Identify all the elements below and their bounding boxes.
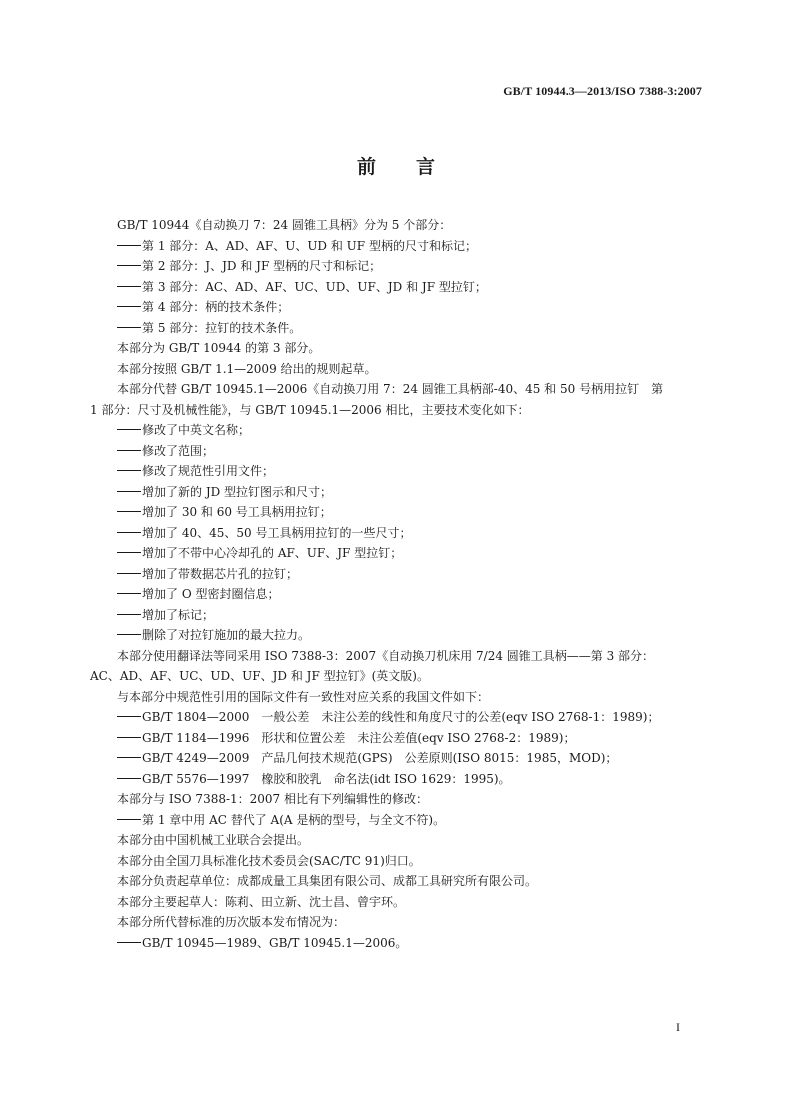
em-dash-mark: [117, 532, 141, 533]
em-dash-mark: [117, 470, 141, 471]
list-item-part-3: 第 3 部分：AC、AD、AF、UC、UD、UF、JD 和 JF 型拉钉；: [90, 277, 702, 298]
list-item-part-5: 第 5 部分：拉钉的技术条件。: [90, 318, 702, 339]
em-dash-mark: [117, 511, 141, 512]
list-item-reference: GB/T 1184—1996 形状和位置公差 未注公差值(eqv ISO 2768-2：1989)；: [90, 728, 702, 749]
paragraph-parts-intro: GB/T 10944《自动换刀 7：24 圆锥工具柄》分为 5 个部分：: [117, 218, 452, 232]
paragraph-proposed-by: 本部分由中国机械工业联合会提出。: [117, 833, 310, 847]
list-item-change: 修改了中英文名称；: [90, 420, 702, 441]
em-dash-mark: [117, 429, 141, 430]
list-item-editorial: 第 1 章中用 AC 替代了 A(A 是柄的型号，与全文不符)。: [90, 810, 702, 831]
paragraph-iso-adoption-line1: 本部分使用翻译法等同采用 ISO 7388-3：2007《自动换刀机床用 7/24 圆锥工具柄——第 3 部分：: [117, 648, 655, 663]
list-item-reference: GB/T 5576—1997 橡胶和胶乳 命名法(idt ISO 1629：1995)。: [90, 769, 702, 790]
paragraph-previous-editions: 本部分所代替标准的历次版本发布情况为：: [117, 915, 346, 929]
list-item-reference: GB/T 1804—2000 一般公差 未注公差的线性和角度尺寸的公差(eqv ISO 2768-1：1989)；: [90, 707, 702, 728]
em-dash-mark: [117, 245, 141, 246]
em-dash-mark: [117, 286, 141, 287]
list-item-change: 增加了 O 型密封圈信息；: [90, 584, 702, 605]
list-item-previous-edition: GB/T 10945—1989、GB/T 10945.1—2006。: [90, 933, 702, 954]
list-item-change: 增加了带数据芯片孔的拉钉；: [90, 564, 702, 585]
em-dash-mark: [117, 573, 141, 574]
list-item-change: 删除了对拉钉施加的最大拉力。: [90, 625, 702, 646]
em-dash-mark: [117, 593, 141, 594]
list-item-change: 增加了 40、45、50 号工具柄用拉钉的一些尺寸；: [90, 523, 702, 544]
paragraph-drafting-units: 本部分负责起草单位：成都成量工具集团有限公司、成都工具研究所有限公司。: [117, 874, 538, 888]
paragraph-replaces-line1: 本部分代替 GB/T 10945.1—2006《自动换刀用 7：24 圆锥工具柄部-40、45 和 50 号柄用拉钉 第: [117, 382, 664, 396]
paragraph-under-jurisdiction: 本部分由全国刀具标准化技术委员会(SAC/TC 91)归口。: [117, 853, 421, 868]
foreword-body: [90, 215, 702, 953]
list-item-part-2: 第 2 部分：J、JD 和 JF 型柄的尺寸和标记；: [90, 256, 702, 277]
em-dash-mark: [117, 327, 141, 328]
em-dash-mark: [117, 942, 141, 943]
em-dash-mark: [117, 552, 141, 553]
paragraph-iso-adoption-line2: AC、AD、AF、UC、UD、UF、JD 和 JF 型拉钉》(英文版)。: [90, 669, 429, 683]
paragraph-editorial-changes: 本部分与 ISO 7388-1：2007 相比有下列编辑性的修改：: [117, 792, 429, 806]
paragraph-replaces-line2: 1 部分：尺寸及机械性能》，与 GB/T 10945.1—2006 相比，主要技术变化如下：: [90, 402, 530, 417]
list-item-change: 增加了标记；: [90, 605, 702, 626]
page-number: I: [676, 1020, 680, 1034]
paragraph-part-number: 本部分为 GB/T 10944 的第 3 部分。: [117, 341, 321, 355]
paragraph-drafters: 本部分主要起草人：陈莉、田立新、沈士昌、曾宇环。: [117, 894, 406, 909]
list-item-reference: GB/T 4249—2009 产品几何技术规范(GPS) 公差原则(ISO 8015：1985，MOD)；: [90, 748, 702, 769]
paragraph-normative-references: 与本部分中规范性引用的国际文件有一致性对应关系的我国文件如下：: [117, 689, 490, 704]
standard-code-header: GB/T 10944.3—2013/ISO 7388-3:2007: [503, 84, 702, 98]
page-title: 前言: [356, 156, 475, 178]
em-dash-mark: [117, 634, 141, 635]
em-dash-mark: [117, 778, 141, 779]
list-item-change: 增加了新的 JD 型拉钉图示和尺寸；: [90, 482, 702, 503]
em-dash-mark: [117, 306, 141, 307]
list-item-part-1: 第 1 部分：A、AD、AF、U、UD 和 UF 型柄的尺寸和标记；: [90, 236, 702, 257]
em-dash-mark: [117, 737, 141, 738]
em-dash-mark: [117, 614, 141, 615]
em-dash-mark: [117, 450, 141, 451]
em-dash-mark: [117, 716, 141, 717]
em-dash-mark: [117, 819, 141, 820]
list-item-change: 增加了 30 和 60 号工具柄用拉钉；: [90, 502, 702, 523]
list-item-change: 修改了规范性引用文件；: [90, 461, 702, 482]
paragraph-drafting-rules: 本部分按照 GB/T 1.1—2009 给出的规则起草。: [117, 361, 377, 376]
em-dash-mark: [117, 265, 141, 266]
em-dash-mark: [117, 757, 141, 758]
list-item-change: 增加了不带中心冷却孔的 AF、UF、JF 型拉钉；: [90, 543, 702, 564]
list-item-change: 修改了范围；: [90, 441, 702, 462]
list-item-part-4: 第 4 部分：柄的技术条件；: [90, 297, 702, 318]
em-dash-mark: [117, 491, 141, 492]
